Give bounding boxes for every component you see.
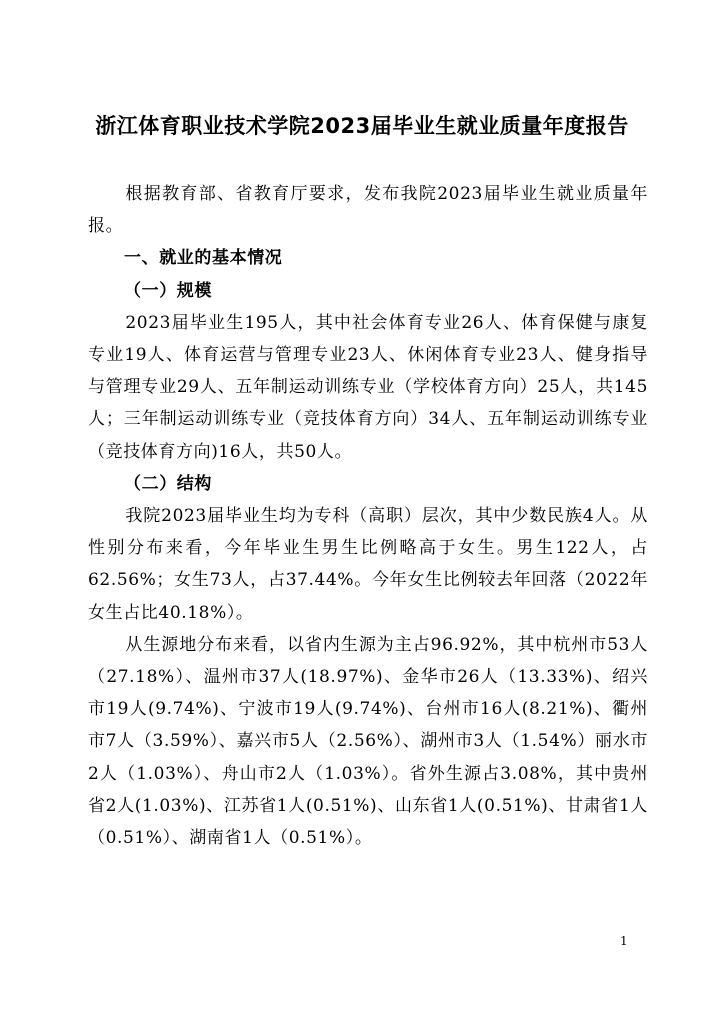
structure-paragraph: 我院2023届毕业生均为专科（高职）层次，其中少数民族4人。从性别分布来看，今年毕业生男生比例略高于女生。男生122人，占62.56%；女生73人，占37.44%。今年女生比例较去年回落（2022年女生占比40.18%）。 [88, 506, 648, 623]
page-number: 1 [620, 934, 628, 948]
subsection-heading-structure: （二）结构 [124, 473, 212, 494]
section-heading-basic-info: 一、就业的基本情况 [124, 248, 283, 269]
intro-paragraph: 根据教育部、省教育厅要求，发布我院2023届毕业生就业质量年报。 [88, 184, 648, 237]
scale-paragraph: 2023届毕业生195人，其中社会体育专业26人、体育保健与康复专业19人、体育运营与管理专业23人、休闲体育专业23人、健身指导与管理专业29人、五年制运动训练专业（学校体育方向）25人，共145人；三年制运动训练专业（竞技体育方向）34人、五年制运动训练专业（竞技体育方向)16人，共50人。 [88, 312, 648, 462]
subsection-heading-scale: （一）规模 [124, 280, 212, 301]
document-body [88, 178, 648, 854]
document-title: 浙江体育职业技术学院2023届毕业生就业质量年度报告 [95, 114, 629, 138]
origin-paragraph: 从生源地分布来看，以省内生源为主占96.92%，其中杭州市53人（27.18%）、温州市37人(18.97%)、金华市26人（13.33%)、绍兴市19人(9.74%)、宁波市19人(9.74%)、台州市16人(8.21%)、衢州市7人（3.59%）、嘉兴市5人（2.56%）、湖州市3人（1.54%）丽水市2人（1.03%）、舟山市2人（1.03%）。省外生源占3.08%，其中贵州省2人(1.03%)、江苏省1人(0.51%)、山东省1人(0.51%)、甘肃省1人（0.51%）、湖南省1人（0.51%）。 [88, 634, 648, 849]
